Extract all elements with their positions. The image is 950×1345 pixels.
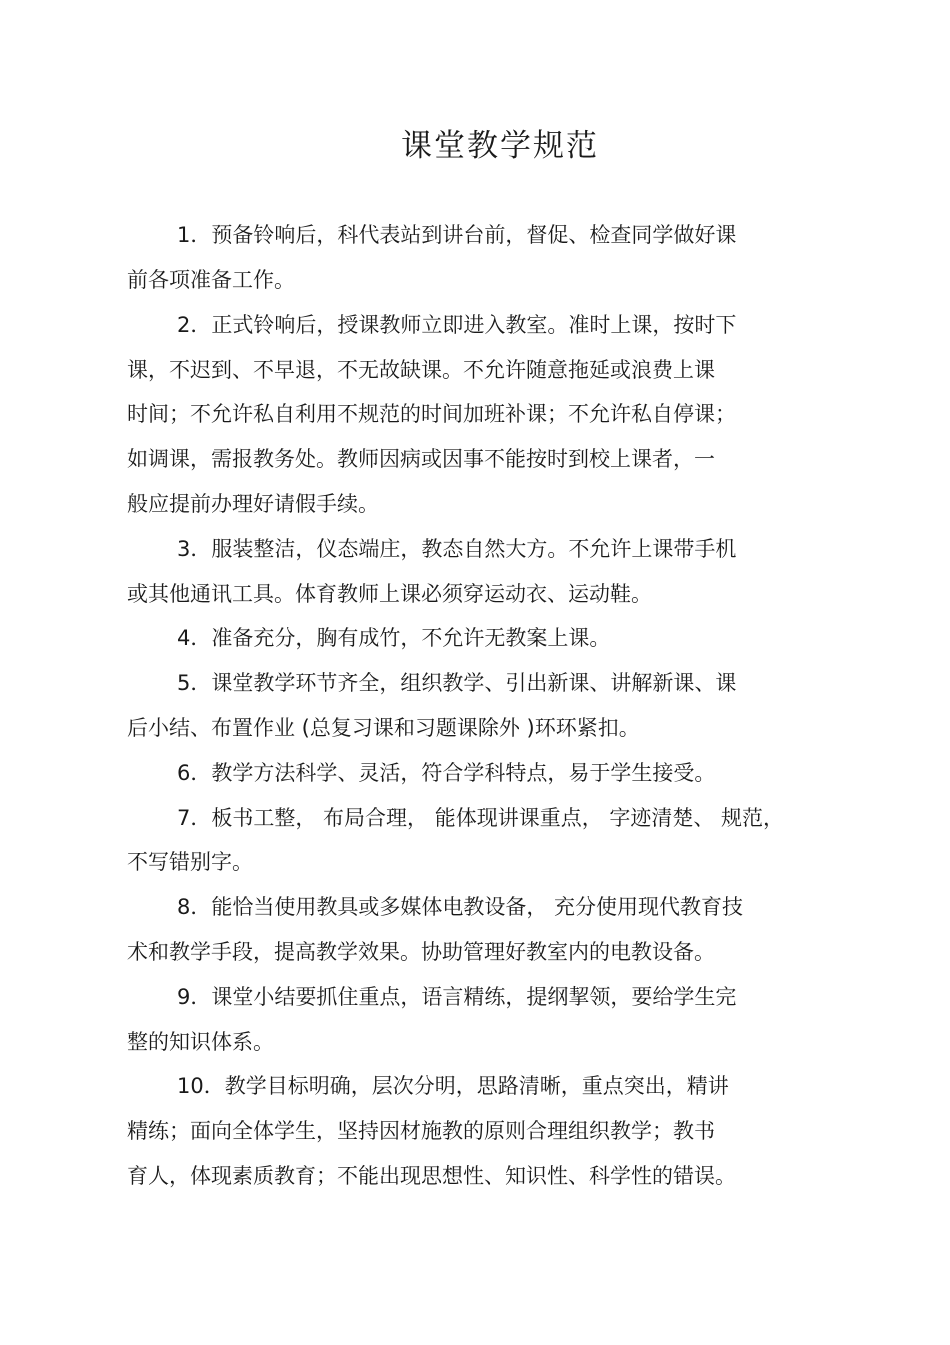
item-2-line-1: 2．正式铃响后，授课教师立即进入教室。准时上课，按时下	[177, 313, 737, 337]
item-8-line-2: 术和教学手段，提高教学效果。协助管理好教室内的电教设备。	[127, 940, 715, 964]
item-6-line-1: 6．教学方法科学、灵活，符合学科特点，易于学生接受。	[177, 761, 716, 785]
item-1-line-1: 1．预备铃响后，科代表站到讲台前，督促、检查同学做好课	[177, 223, 737, 247]
item-2-line-2: 课，不迟到、不早退，不无故缺课。不允许随意拖延或浪费上课	[127, 358, 715, 382]
item-2-line-5: 般应提前办理好请假手续。	[127, 492, 379, 516]
item-7-line-1: 7．板书工整， 布局合理， 能体现讲课重点， 字迹清楚、 规范，	[177, 806, 785, 830]
page-title: 课堂教学规范	[401, 128, 599, 164]
item-10-line-3: 育人，体现素质教育；不能出现思想性、知识性、科学性的错误。	[127, 1164, 736, 1188]
item-3-line-2: 或其他通讯工具。体育教师上课必须穿运动衣、运动鞋。	[127, 582, 652, 606]
item-8-line-1: 8．能恰当使用教具或多媒体电教设备， 充分使用现代教育技	[177, 895, 744, 919]
item-10-line-1: 10．教学目标明确，层次分明，思路清晰，重点突出，精讲	[177, 1074, 729, 1098]
item-10-line-2: 精练；面向全体学生，坚持因材施教的原则合理组织教学；教书	[127, 1119, 715, 1143]
item-3-line-1: 3．服装整洁，仪态端庄，教态自然大方。不允许上课带手机	[177, 537, 737, 561]
item-1-line-2: 前各项准备工作。	[127, 268, 295, 292]
item-9-line-2: 整的知识体系。	[127, 1030, 274, 1054]
item-2-line-4: 如调课，需报教务处。教师因病或因事不能按时到校上课者，一	[127, 447, 715, 471]
item-7-line-2: 不写错别字。	[127, 850, 253, 874]
item-9-line-1: 9．课堂小结要抓住重点，语言精练，提纲挈领，要给学生完	[177, 985, 737, 1009]
item-4-line-1: 4．准备充分，胸有成竹，不允许无教案上课。	[177, 626, 611, 650]
item-5-line-1: 5．课堂教学环节齐全，组织教学、引出新课、讲解新课、课	[177, 671, 737, 695]
item-5-line-2: 后小结、布置作业 (总复习课和习题课除外 )环环紧扣。	[127, 716, 640, 740]
item-2-line-3: 时间；不允许私自利用不规范的时间加班补课；不允许私自停课；	[127, 402, 736, 426]
